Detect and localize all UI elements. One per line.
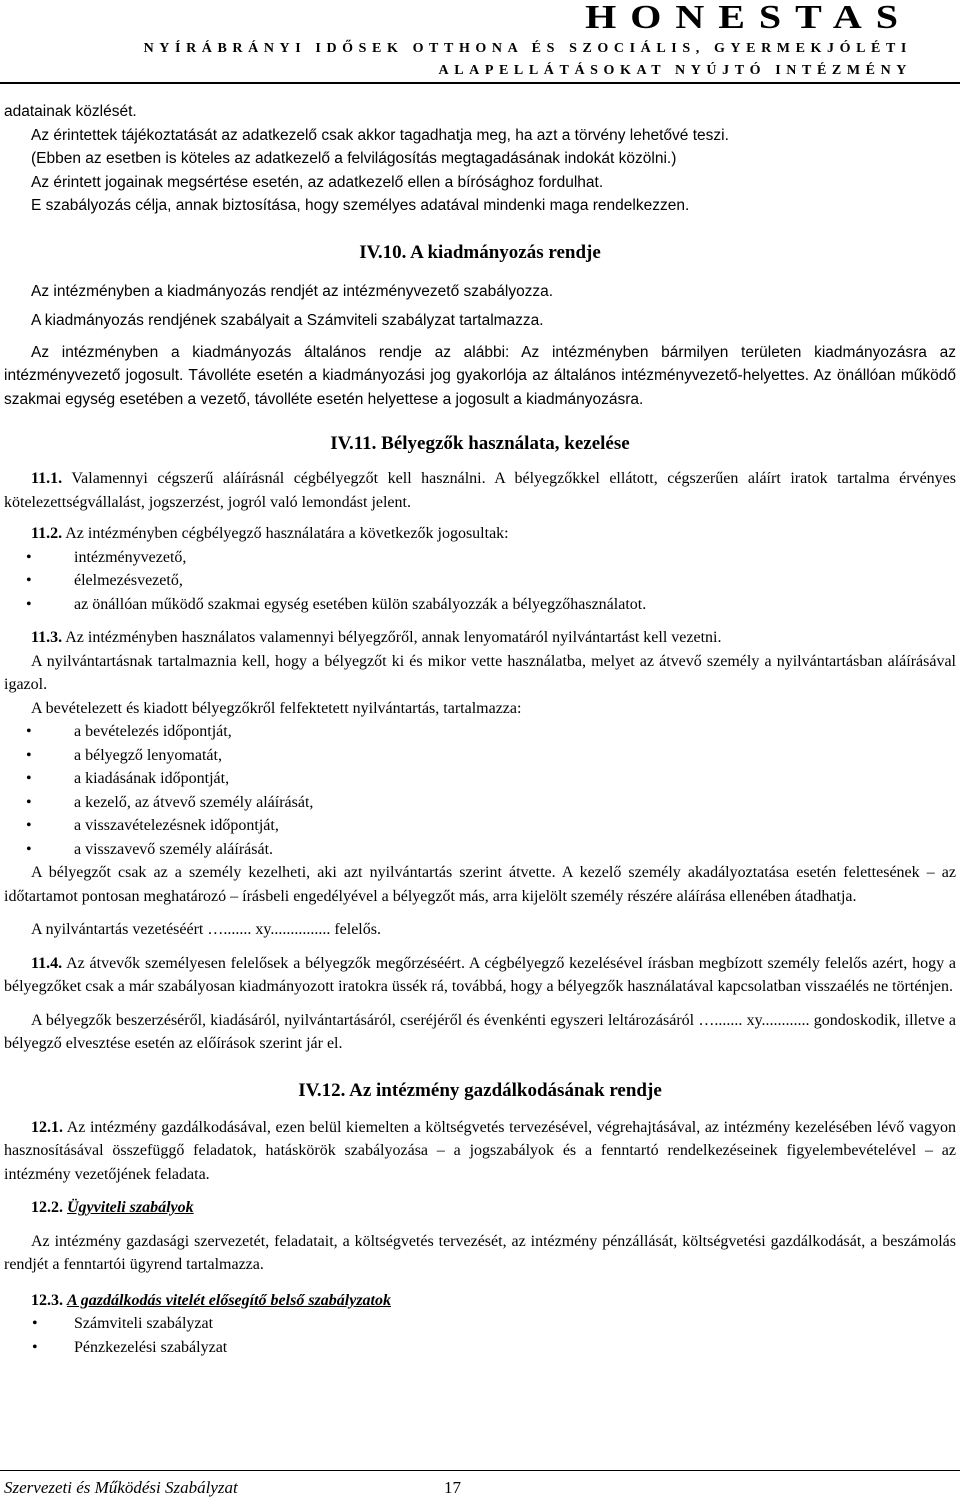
section-title-iv10: IV.10. A kiadmányozás rendje xyxy=(359,241,601,263)
paragraph-12-3-heading xyxy=(4,1289,956,1313)
paragraph: A bélyegzők beszerzéséről, kiadásáról, nyilvántartásáról, cseréjéről és évenkénti egyszeri leltározásáról …....... xy............ gondoskodik, illetve a bélyegző elvesztése esetén az előírások szerint jár el. xyxy=(4,1011,956,1052)
list-item: • Pénzkezelési szabályzat xyxy=(4,1336,956,1360)
paragraph-number: 12.3. xyxy=(31,1291,63,1309)
bullet-icon: • xyxy=(26,572,32,589)
header-divider xyxy=(0,82,960,84)
bullet-list-regulations xyxy=(4,1312,956,1359)
paragraph-11-3 xyxy=(4,626,956,650)
paragraph-text: Az intézmény gazdálkodásával, ezen belül kiemelten a költségvetés tervezésével, végrehajtásával, az intézmény kezelésében lévő vagyon hasznosításával összefüggő feladatok, hatáskörök szabályozása – a jogszabályok és a fenntartó rendelkezéseinek figyelembevételével – az intézmény vezetőjének feladata. xyxy=(4,1118,956,1183)
subsection-title: Ügyviteli szabályok xyxy=(67,1199,194,1216)
bullet-icon: • xyxy=(26,840,32,858)
page-number: 17 xyxy=(444,1478,461,1497)
list-item: • Számviteli szabályzat xyxy=(4,1312,956,1336)
bullet-list-stamp-users xyxy=(4,546,956,617)
bullet-list-register-contents xyxy=(4,720,956,861)
bullet-icon: • xyxy=(26,793,32,811)
list-item: • a kezelő, az átvevő személy aláírását, xyxy=(4,791,956,815)
bullet-icon: • xyxy=(26,548,32,566)
list-item: • a visszavevő személy aláírását. xyxy=(4,838,956,862)
paragraph-number: 11.2. xyxy=(31,525,63,542)
paragraph: A bevételezett és kiadott bélyegzőkről felfektetett nyilvántartás, tartalmazza: xyxy=(31,699,522,717)
bullet-icon: • xyxy=(26,595,32,613)
subsection-title: A gazdálkodás vitelét elősegítő belső szabályzatok xyxy=(67,1291,391,1309)
paragraph-number: 12.2. xyxy=(31,1199,63,1216)
paragraph-11-1 xyxy=(4,467,956,514)
page-footer xyxy=(0,1470,960,1501)
paragraph: A bélyegzőt csak az a személy kezelheti, aki azt nyilvántartás szerint átvette. A kezelő személy akadályoztatása esetén felettesének – az időtartamot pontosan meghatározó – írásbeli engedélyével a bélyegzőt más, arra kijelölt személy részére aláírása ellenében átadhatja. xyxy=(4,864,956,905)
paragraph: Az intézményben a kiadmányozás általános rendje az alábbi: Az intézményben bármilyen területen kiadmányozásra az intézményvezető jogosult. Távolléte esetén a kiadmányozási jog gyakorlója az általános intézményvezető-helyettes. Az önállóan működő szakmai egység esetében a vezető, távolléte esetén helyettese a jogosult a kiadmányozásra. xyxy=(4,343,956,408)
paragraph-11-4 xyxy=(4,952,956,999)
list-item: • élelmezésvezető, xyxy=(4,569,956,593)
intro-line: Az érintettek tájékoztatását az adatkezelő csak akkor tagadhatja meg, ha azt a törvény lehetővé teszi. xyxy=(31,126,729,144)
paragraph-11-2 xyxy=(4,522,956,546)
section-title-iv11: IV.11. Bélyegzők használata, kezelése xyxy=(330,433,630,454)
list-item: • a visszavételezésnek időpontját, xyxy=(4,814,956,838)
paragraph-number: 11.3. xyxy=(31,629,63,646)
brand-logo-text: HONESTAS xyxy=(585,0,912,36)
list-item: • a kiadásának időpontját, xyxy=(4,767,956,791)
paragraph: A kiadmányozás rendjének szabályait a Számviteli szabályzat tartalmazza. xyxy=(31,312,544,329)
bullet-icon: • xyxy=(32,1315,38,1332)
list-item: • az önállóan működő szakmai egység esetében külön szabályozzák a bélyegzőhasználatot. xyxy=(4,593,956,617)
list-item: • intézményvezető, xyxy=(4,546,956,570)
bullet-icon: • xyxy=(26,723,32,740)
list-item: • a bélyegző lenyomatát, xyxy=(4,744,956,768)
intro-line: E szabályozás célja, annak biztosítása, hogy személyes adatával mindenki maga rendelkezzen. xyxy=(31,197,690,214)
header-line-1: NYÍRÁBRÁNYI IDŐSEK OTTHONA ÉS SZOCIÁLIS, GYERMEKJÓLÉTI xyxy=(143,41,912,56)
bullet-icon: • xyxy=(32,1338,38,1356)
paragraph-text: Az intézményben cégbélyegző használatára a következők jogosultak: xyxy=(65,525,509,542)
paragraph-number: 11.4. xyxy=(31,954,63,972)
paragraph: Az intézmény gazdasági szervezetét, feladatait, a költségvetés tervezését, az intézmény pénzállását, költségvetési gazdálkodását, a beszámolás rendjét a fenntartói ügyrend tartalmazza. xyxy=(4,1232,956,1273)
bullet-icon: • xyxy=(26,746,32,764)
list-item: • a bevételezés időpontját, xyxy=(4,720,956,744)
intro-line: adatainak közlését. xyxy=(4,103,137,120)
intro-line: Az érintett jogainak megsértése esetén, az adatkezelő ellen a bírósághoz fordulhat. xyxy=(31,173,604,191)
paragraph-number: 11.1. xyxy=(31,470,63,487)
paragraph: A nyilvántartásnak tartalmaznia kell, hogy a bélyegzőt ki és mikor vette használatba, melyet az átvevő személy a nyilvántartásban aláírásával igazol. xyxy=(4,652,956,693)
intro-block xyxy=(4,100,956,218)
header-line-2: ALAPELLÁTÁSOKAT NYÚJTÓ INTÉZMÉNY xyxy=(438,63,912,78)
paragraph-12-1 xyxy=(4,1116,956,1187)
paragraph-text: Az átvevők személyesen felelősek a bélyegzők megőrzéséért. A cégbélyegző kezelésével írásban megbízott személy felelős azért, hogy a bélyegzőket csak a már szabályosan kiadmányozott iratokra üssék rá, továbbá, hogy a bélyegzők használatával kapcsolatban visszaélés ne történjen. xyxy=(4,954,956,995)
paragraph: Az intézményben a kiadmányozás rendjét az intézményvezető szabályozza. xyxy=(31,282,554,300)
bullet-icon: • xyxy=(26,770,32,787)
footer-divider xyxy=(0,1470,960,1471)
intro-line: (Ebben az esetben is köteles az adatkezelő a felvilágosítás megtagadásának indokát közölni.) xyxy=(31,150,677,167)
paragraph-number: 12.1. xyxy=(31,1118,63,1136)
document-body xyxy=(4,100,956,1359)
paragraph: A nyilvántartás vezetéséért …....... xy............... felelős. xyxy=(31,921,381,938)
paragraph-text: Valamennyi cégszerű aláírásnál cégbélyegzőt kell használni. A bélyegzőkkel ellátott, cégszerűen aláírt iratok tartalma érvényes kötelezettségvállalást, jogszerzést, jogról való lemondást jelent. xyxy=(4,470,957,511)
paragraph-12-2-heading xyxy=(4,1196,956,1220)
bullet-icon: • xyxy=(26,817,32,834)
section-title-iv12: IV.12. Az intézmény gazdálkodásának rendje xyxy=(298,1079,662,1101)
paragraph-text: Az intézményben használatos valamennyi bélyegzőről, annak lenyomatáról nyilvántartást kell vezetni. xyxy=(65,629,722,646)
footer-document-title: Szervezeti és Működési Szabályzat xyxy=(4,1478,238,1497)
page-header xyxy=(0,0,960,78)
